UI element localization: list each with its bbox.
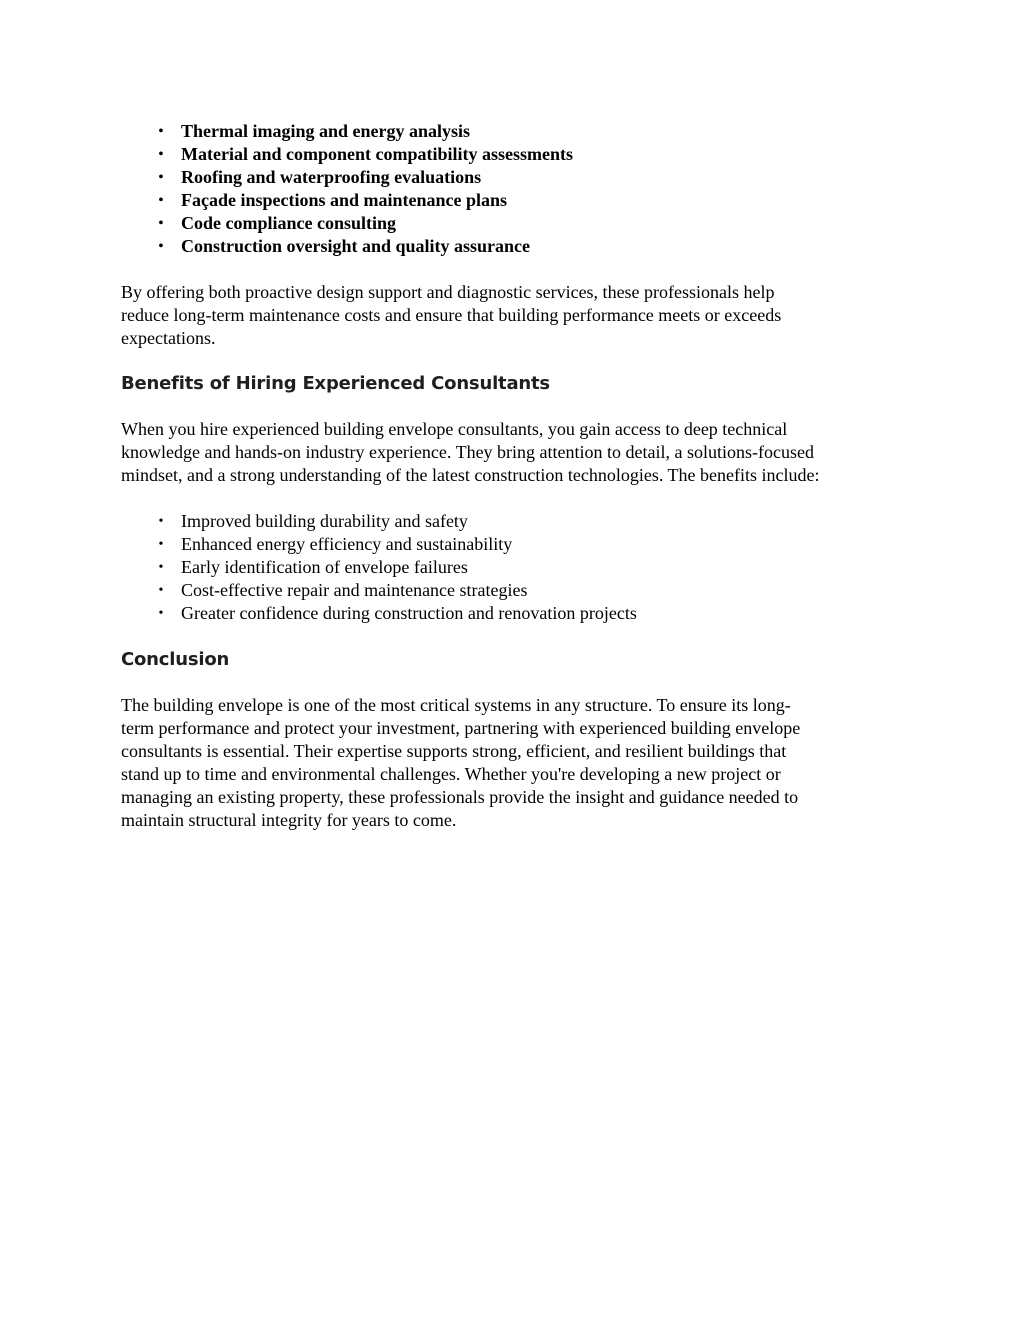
list-item-text: Early identification of envelope failures (181, 557, 468, 577)
bullet-icon: • (158, 560, 164, 575)
list-item-text: Material and component compatibility assessments (181, 144, 573, 164)
document-content (121, 120, 921, 832)
bullet-icon: • (158, 239, 164, 254)
services-list (121, 120, 921, 258)
bullet-icon: • (158, 193, 164, 208)
list-item-text: Greater confidence during construction and renovation projects (181, 603, 637, 623)
benefits-heading: Benefits of Hiring Experienced Consultants (121, 373, 550, 394)
bullet-icon: • (158, 606, 164, 621)
bullet-icon: • (158, 583, 164, 598)
paragraph-line: mindset, and a strong understanding of the latest construction technologies. The benefits include: (121, 465, 820, 485)
list-item-text: Roofing and waterproofing evaluations (181, 167, 482, 187)
bullet-icon: • (158, 216, 164, 231)
paragraph-line: managing an existing property, these professionals provide the insight and guidance needed to (121, 787, 799, 807)
list-item (121, 602, 921, 625)
list-item (121, 235, 921, 258)
benefits-list (121, 510, 921, 625)
list-item (121, 212, 921, 235)
list-item (121, 166, 921, 189)
list-item-text: Thermal imaging and energy analysis (181, 121, 471, 141)
list-item (121, 189, 921, 212)
bullet-icon: • (158, 147, 164, 162)
list-item-text: Enhanced energy efficiency and sustainability (181, 534, 513, 554)
conclusion-heading: Conclusion (121, 649, 230, 670)
intro-paragraph (121, 281, 921, 350)
conclusion-paragraph (121, 694, 921, 832)
list-item-text: Cost-effective repair and maintenance strategies (181, 580, 528, 600)
paragraph-line: maintain structural integrity for years to come. (121, 810, 457, 830)
bullet-icon: • (158, 537, 164, 552)
list-item (121, 533, 921, 556)
paragraph-line: knowledge and hands-on industry experience. They bring attention to detail, a solutions-focused (121, 442, 814, 462)
paragraph-line: consultants is essential. Their expertise supports strong, efficient, and resilient buildings that (121, 741, 787, 761)
list-item (121, 579, 921, 602)
bullet-icon: • (158, 514, 164, 529)
benefits-paragraph (121, 418, 921, 487)
paragraph-line: The building envelope is one of the most critical systems in any structure. To ensure its long- (121, 695, 791, 715)
paragraph-line: stand up to time and environmental challenges. Whether you're developing a new project or (121, 764, 781, 784)
paragraph-line: When you hire experienced building envelope consultants, you gain access to deep technical (121, 419, 788, 439)
list-item (121, 120, 921, 143)
paragraph-line: expectations. (121, 328, 216, 348)
list-item (121, 143, 921, 166)
list-item-text: Improved building durability and safety (181, 511, 468, 531)
paragraph-line: term performance and protect your investment, partnering with experienced building envelope (121, 718, 801, 738)
bullet-icon: • (158, 170, 164, 185)
list-item (121, 510, 921, 533)
bullet-icon: • (158, 124, 164, 139)
list-item-text: Code compliance consulting (181, 213, 397, 233)
list-item-text: Construction oversight and quality assurance (181, 236, 531, 256)
list-item (121, 556, 921, 579)
list-item-text: Façade inspections and maintenance plans (181, 190, 508, 210)
paragraph-line: reduce long-term maintenance costs and ensure that building performance meets or exceeds (121, 305, 782, 325)
paragraph-line: By offering both proactive design support and diagnostic services, these professionals help (121, 282, 775, 302)
